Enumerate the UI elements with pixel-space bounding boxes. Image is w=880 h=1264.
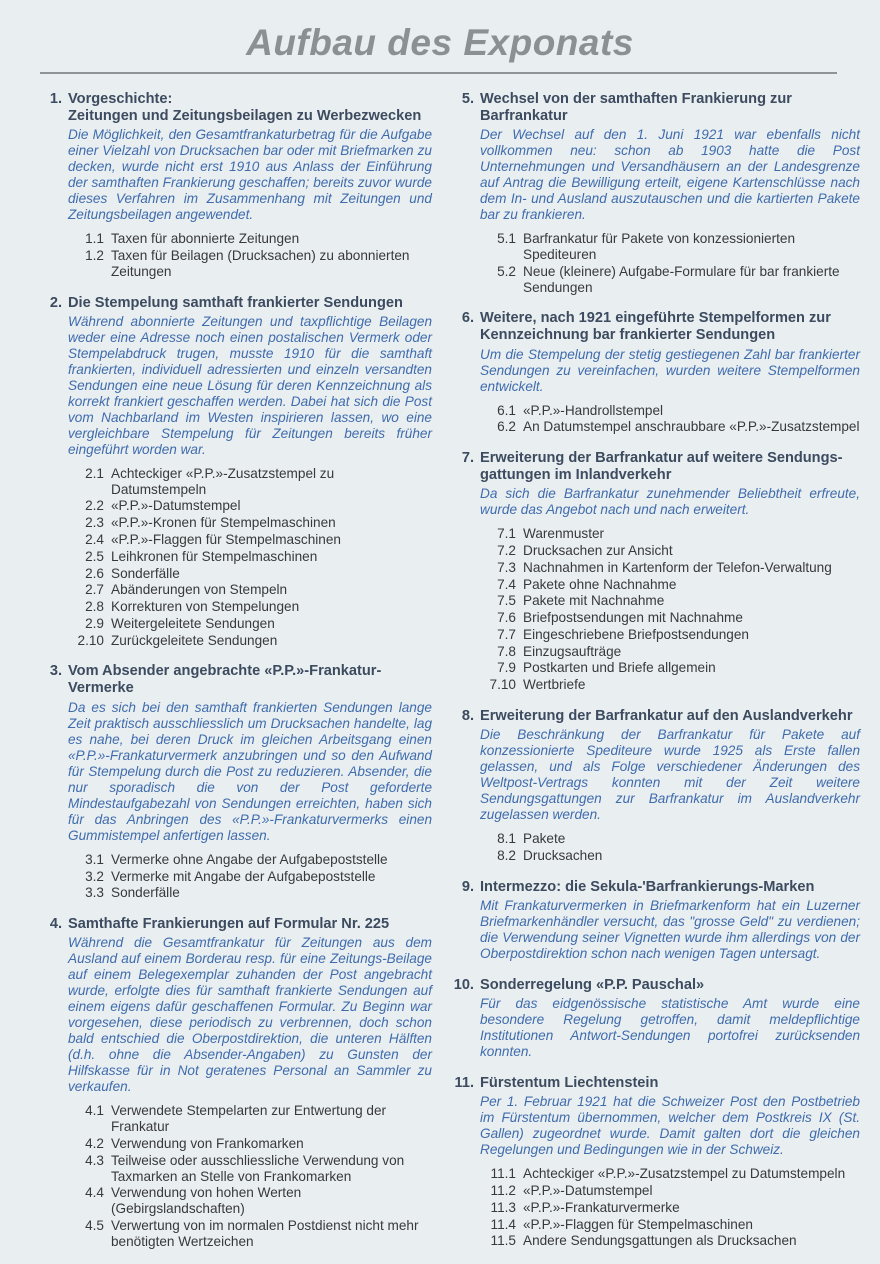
section-block [40, 91, 432, 280]
toc-item-text: Weitergeleitete Sendungen [111, 615, 275, 631]
toc-item [480, 1166, 860, 1182]
toc-item-text: «P.P.»-Frankaturvermerke [523, 1199, 680, 1215]
section-heading-line: Zeitungen und Zeitungsbeilagen zu Werbezwecken [68, 108, 422, 125]
section-description: Per 1. Februar 1921 hat die Schweizer Post den Postbetrieb im Fürstentum übernommen, welcher dem Postkreis IX (St. Gallen) zugeordnet wurde. Damit galten dort die gleichen Regelungen und Bedingungen wie in der Schweiz. [480, 1094, 860, 1158]
toc-item-number: 4.5 [85, 1217, 104, 1233]
toc-item [480, 560, 860, 576]
toc-item [68, 1103, 432, 1135]
toc-item-number: 2.5 [85, 548, 104, 564]
section-heading-line: Intermezzo: die Sekula-'Barfrankierungs-Marken [480, 878, 815, 895]
toc-item [480, 526, 860, 542]
toc-item-text: Teilweise oder ausschliessliche Verwendung von Taxmarken an Stelle von Frankomarken [111, 1152, 405, 1184]
toc-item-number: 4.3 [85, 1152, 104, 1168]
toc-item [68, 1153, 432, 1185]
section-heading-line: Fürstentum Liechtenstein [480, 1075, 659, 1092]
section-heading [480, 708, 860, 725]
section-description: Während die Gesamtfrankatur für Zeitungen aus dem Ausland auf einem Borderau resp. für eine Zeitungs-Beilage auf einem Belegexemplar zuhanden der Post angebracht wurde, erfolgte dies für samthaft frankierte Sendungen auf einem eigens dafür geschaffenen Formular. Zu Beginn war vorgesehen, diese periodisch zu verbrennen, doch schon bald entschied die Oberpostdirektion, die unteren Hälften (d.h. ohne die Absender-Angaben) zu Gunsten der Hilfskasse für in Not geratenes Personal an Sammler zu verkaufen. [68, 935, 432, 1095]
section-description: Da es sich bei den samthaft frankierten Sendungen lange Zeit praktisch ausschliesslich um Drucksachen handelte, lag es nahe, bei deren Druck im gleichen Arbeitsgang einen «P.P.»-Frankaturvermerk anzubringen und so den Aufwand für Stempelung durch die Post zu reduzieren. Absender, die nur sporadisch die von der Post geforderte Mindestaufgabezahl von Sendungen erreichten, haben sich für das Anbringen des «P.P.»-Frankaturvermerks einen Gummistempel anfertigen lassen. [68, 699, 432, 843]
section-block [452, 1075, 860, 1249]
toc-item [68, 532, 432, 548]
toc-item-text: Abänderungen von Stempeln [111, 582, 288, 598]
toc-item-text: Pakete mit Nachnahme [523, 593, 665, 609]
section-heading [68, 295, 432, 312]
toc-item-number: 7.3 [497, 559, 516, 575]
toc-item-text: Taxen für abonnierte Zeitungen [111, 231, 300, 247]
toc-item-number: 4.2 [85, 1135, 104, 1151]
toc-item-text: Leihkronen für Stempelmaschinen [111, 548, 318, 564]
page-title: Aufbau des Exponats [246, 22, 634, 63]
section-number: 7. [461, 450, 474, 467]
toc-item-text: Zurückgeleitete Sendungen [111, 632, 278, 648]
toc-item-text: Sonderfälle [111, 885, 180, 901]
toc-item [68, 1218, 432, 1250]
section-number: 8. [461, 707, 474, 724]
toc-item-number: 1.2 [85, 248, 104, 264]
section-heading [480, 879, 860, 896]
toc-item [480, 403, 860, 419]
toc-item-text: Pakete [523, 831, 566, 847]
section-heading-line: Weitere, nach 1921 eingeführte Stempelformen zur [480, 310, 831, 327]
toc-item [480, 264, 860, 296]
toc-item [68, 852, 432, 868]
section-heading-row [40, 91, 432, 125]
toc-item [68, 231, 432, 247]
toc-item-number: 7.7 [497, 626, 516, 642]
toc-item [68, 549, 432, 565]
left-column [40, 91, 432, 1264]
section-heading-line: Erweiterung der Barfrankatur auf den Auslandverkehr [480, 707, 853, 724]
toc-item-number: 4.4 [85, 1185, 104, 1201]
toc-item-text: Wertbriefe [523, 677, 586, 693]
toc-item-text: Briefpostsendungen mit Nachnahme [523, 610, 743, 626]
toc-item [68, 248, 432, 280]
toc-item [480, 627, 860, 643]
toc-item [480, 1200, 860, 1216]
right-column [452, 91, 860, 1264]
toc-item [480, 1183, 860, 1199]
section-heading [480, 91, 860, 125]
section-number: 4. [49, 916, 62, 933]
section-description: Die Beschränkung der Barfrankatur für Pakete auf konzessionierte Spediteure wurde 1925 als Erste fallen gelassen, und als Folge verschiedener Änderungen des Weltpost-Vertrags konnten mit der Zeit weitere Sendungsgattungen zur Barfrankatur im Auslandverkehr zugelassen werden. [480, 727, 860, 823]
section-heading-line: Samthafte Frankierungen auf Formular Nr. 225 [68, 916, 390, 933]
toc-item-number: 6.2 [497, 419, 516, 435]
toc-item-text: Taxen für Beilagen (Drucksachen) zu abonnierten Zeitungen [111, 248, 410, 279]
toc-item-text: Achteckiger «P.P.»-Zusatzstempel zu Datumstempeln [111, 465, 335, 497]
toc-item-number: 2.4 [85, 532, 104, 548]
toc-item [480, 677, 860, 693]
toc-item [480, 543, 860, 559]
toc-item-number: 2.3 [85, 515, 104, 531]
section-heading-row [452, 708, 860, 725]
section-number: 10. [453, 976, 474, 993]
toc-item-text: An Datumstempel anschraubbare «P.P.»-Zusatzstempel [523, 419, 860, 435]
toc-item-number: 2.1 [85, 465, 104, 481]
section-number: 5. [461, 91, 474, 107]
toc-item-text: Sonderfälle [111, 565, 180, 581]
toc-item-text: Achteckiger «P.P.»-Zusatzstempel zu Datumstempeln [523, 1166, 846, 1182]
section-item-list [480, 1166, 860, 1249]
section-description: Mit Frankaturvermerken in Briefmarkenform hat ein Luzerner Briefmarkenhändler versucht, das "grosse Geld" zu verdienen; die Verwendung seiner Vignetten wurde ihm allerdings von der Oberpostdirektion schon nach wenigen Tagen untersagt. [480, 897, 860, 961]
toc-item [480, 1217, 860, 1233]
toc-item [480, 660, 860, 676]
section-block [40, 295, 432, 649]
toc-item [480, 593, 860, 609]
section-number: 11. [454, 1075, 474, 1092]
section-description: Der Wechsel auf den 1. Juni 1921 war ebenfalls nicht vollkommen neu: schon ab 1903 hatte die Post Unternehmungen und Versandhäusern an der Landesgrenze auf Antrag die Bewilligung erteilt, eigene Kartenschlüsse nach dem In- und Ausland auszutauschen und die kartierten Pakete bar zu frankieren. [480, 127, 860, 223]
section-heading-line: Kennzeichnung bar frankierter Sendungen [480, 327, 776, 344]
section-number: 9. [461, 878, 474, 895]
toc-item-number: 7.2 [497, 543, 516, 559]
section-number: 3. [49, 663, 62, 680]
section-heading [68, 663, 432, 697]
toc-item-number: 11.1 [490, 1166, 516, 1182]
toc-item [68, 498, 432, 514]
section-item-list [68, 1103, 432, 1249]
toc-item-number: 3.3 [85, 885, 104, 901]
section-heading-row [452, 1075, 860, 1092]
section-item-list [480, 403, 860, 436]
section-description: Während abonnierte Zeitungen und taxpflichtige Beilagen weder eine Adresse noch einen postalischen Vermerk oder Stempelabdruck trugen, musste 1910 für die samthaft frankierten, individuell adressierten und einzeln versandten Sendungen eine neue Lösung für deren Kennzeichnung als korrekt frankiert geschaffen werden. Dabei hat sich die Post vom Nachbarland im Westen inspirieren lassen, wo eine vergleichbare Stempelung für Zeitungen bereits früher eingeführt worden war. [68, 313, 432, 457]
toc-item [68, 885, 432, 901]
section-heading-line: Erweiterung der Barfrankatur auf weitere Sendungs- [480, 450, 843, 467]
toc-item-text: Warenmuster [523, 526, 605, 542]
toc-item [480, 644, 860, 660]
toc-item-number: 8.1 [497, 831, 516, 847]
section-heading-line: Vom Absender angebrachte «P.P.»-Frankatur-Vermerke [68, 663, 382, 697]
section-item-list [480, 526, 860, 693]
section-description: Da sich die Barfrankatur zunehmender Beliebtheit erfreute, wurde das Angebot nach und nach erweitert. [480, 486, 860, 518]
toc-item-text: Pakete ohne Nachnahme [523, 576, 677, 592]
section-block [452, 91, 860, 295]
toc-item-text: Vermerke mit Angabe der Aufgabepoststelle [111, 868, 376, 884]
section-description: Die Möglichkeit, den Gesamtfrankaturbetrag für die Aufgabe einer Vielzahl von Drucksachen bar oder mit Briefmarken zu decken, wurde nicht erst 1910 aus Anlass der Einführung der samthaften Frankierung geschaffen; bereits zuvor wurde dieses Verfahren im Zusammenhang mit Zeitungen und Zeitungsbeilagen angewendet. [68, 127, 432, 223]
toc-item [480, 848, 860, 864]
section-heading-row [40, 663, 432, 697]
section-heading-row [452, 879, 860, 896]
section-heading [68, 916, 432, 933]
section-heading-row [452, 977, 860, 994]
toc-item-text: Postkarten und Briefe allgemein [523, 660, 716, 676]
toc-item [68, 566, 432, 582]
toc-item [68, 869, 432, 885]
toc-item-number: 11.2 [490, 1183, 516, 1199]
toc-item [480, 231, 860, 263]
section-heading-row [452, 450, 860, 484]
toc-item [68, 633, 432, 649]
section-block [452, 310, 860, 435]
toc-item-number: 11.4 [490, 1216, 516, 1232]
section-heading [68, 91, 432, 125]
toc-item-number: 2.8 [85, 599, 104, 615]
toc-item-number: 3.2 [85, 868, 104, 884]
toc-item-text: Vermerke ohne Angabe der Aufgabepoststelle [111, 851, 388, 867]
toc-item [68, 1185, 432, 1217]
toc-item-text: Eingeschriebene Briefpostsendungen [523, 626, 749, 642]
section-item-list [480, 831, 860, 864]
section-block [40, 663, 432, 901]
section-number: 6. [461, 310, 474, 327]
toc-item-text: «P.P.»-Datumstempel [523, 1183, 653, 1199]
section-block [452, 879, 860, 962]
toc-item-number: 5.1 [497, 231, 516, 247]
toc-item-text: Korrekturen von Stempelungen [111, 599, 300, 615]
toc-item-number: 7.1 [497, 526, 516, 542]
toc-item-text: «P.P.»-Kronen für Stempelmaschinen [111, 515, 336, 531]
section-number: 2. [49, 294, 62, 311]
toc-item-number: 6.1 [497, 402, 516, 418]
toc-item [68, 599, 432, 615]
section-block [452, 450, 860, 693]
toc-item-number: 2.7 [85, 582, 104, 598]
toc-item-number: 7.10 [489, 677, 516, 693]
section-item-list [68, 231, 432, 279]
toc-item [480, 419, 860, 435]
section-heading-line: Die Stempelung samthaft frankierter Sendungen [68, 294, 403, 311]
toc-item-text: Verwendung von hohen Werten (Gebirgslandschaften) [111, 1185, 302, 1217]
toc-item-text: Verwendung von Frankomarken [111, 1135, 304, 1151]
section-heading-row [452, 91, 860, 125]
toc-item [480, 577, 860, 593]
toc-item-number: 4.1 [85, 1103, 104, 1119]
section-heading-row [40, 916, 432, 933]
section-description: Für das eidgenössische statistische Amt wurde eine besondere Regelung getroffen, damit meldepflichtige Institutionen Antwort-Sendungen portofrei zurücksenden konnten. [480, 996, 860, 1060]
section-heading-line: gattungen im Inlandverkehr [480, 467, 672, 484]
toc-item [480, 831, 860, 847]
section-number: 1. [49, 91, 62, 107]
section-block [452, 977, 860, 1060]
toc-item-number: 5.2 [497, 263, 516, 279]
section-heading-line: Barfrankatur [480, 108, 568, 125]
toc-item-text: Drucksachen [523, 847, 603, 863]
toc-item-text: «P.P.»-Flaggen für Stempelmaschinen [111, 532, 341, 548]
section-heading [480, 450, 860, 484]
section-heading-line: Wechsel von der samthaften Frankierung zur [480, 91, 792, 107]
toc-item-text: Verwertung von im normalen Postdienst nicht mehr benötigten Wertzeichen [111, 1217, 419, 1249]
toc-item [68, 466, 432, 498]
section-heading-row [452, 310, 860, 344]
section-heading [480, 1075, 860, 1092]
section-heading-row [40, 295, 432, 312]
section-item-list [68, 466, 432, 648]
toc-item-text: Verwendete Stempelarten zur Entwertung der Frankatur [111, 1103, 387, 1135]
section-heading-line: Vorgeschichte: [68, 91, 173, 107]
toc-item-text: Andere Sendungsgattungen als Drucksachen [523, 1233, 797, 1249]
toc-item [68, 515, 432, 531]
section-heading [480, 310, 860, 344]
two-column-layout [0, 74, 880, 1264]
toc-item-number: 2.10 [77, 632, 104, 648]
toc-item [480, 610, 860, 626]
toc-item [68, 1136, 432, 1152]
toc-item-number: 1.1 [85, 231, 104, 247]
toc-item-text: Drucksachen zur Ansicht [523, 543, 673, 559]
toc-item-number: 7.9 [497, 660, 516, 676]
toc-item-text: «P.P.»-Datumstempel [111, 498, 241, 514]
toc-item-number: 3.1 [85, 851, 104, 867]
toc-item-text: Nachnahmen in Kartenform der Telefon-Verwaltung [523, 559, 832, 575]
toc-item-number: 7.8 [497, 643, 516, 659]
toc-item-text: Barfrankatur für Pakete von konzessionierten Spediteuren [523, 231, 796, 263]
section-item-list [480, 231, 860, 295]
toc-item-number: 11.5 [490, 1233, 516, 1249]
toc-item [480, 1233, 860, 1249]
toc-item-number: 7.5 [497, 593, 516, 609]
toc-item [68, 616, 432, 632]
toc-item-text: Einzugsaufträge [523, 643, 622, 659]
toc-item-number: 2.9 [85, 615, 104, 631]
toc-item-text: «P.P.»-Flaggen für Stempelmaschinen [523, 1216, 753, 1232]
section-heading-line: Sonderregelung «P.P. Pauschal» [480, 976, 705, 993]
section-item-list [68, 852, 432, 901]
toc-item-text: «P.P.»-Handrollstempel [523, 402, 664, 418]
toc-item-number: 2.6 [85, 565, 104, 581]
toc-item-number: 8.2 [497, 847, 516, 863]
toc-item-number: 11.3 [490, 1199, 516, 1215]
section-description: Um die Stempelung der stetig gestiegenen Zahl bar frankierter Sendungen zu vereinfachen, wurden weitere Stempelformen entwickelt. [480, 346, 860, 394]
toc-item-text: Neue (kleinere) Aufgabe-Formulare für bar frankierte Sendungen [523, 263, 840, 295]
section-block [452, 708, 860, 864]
toc-item-number: 7.4 [497, 576, 516, 592]
toc-item [68, 582, 432, 598]
section-heading [480, 977, 860, 994]
toc-item-number: 7.6 [497, 610, 516, 626]
section-block [40, 916, 432, 1249]
toc-item-number: 2.2 [85, 498, 104, 514]
